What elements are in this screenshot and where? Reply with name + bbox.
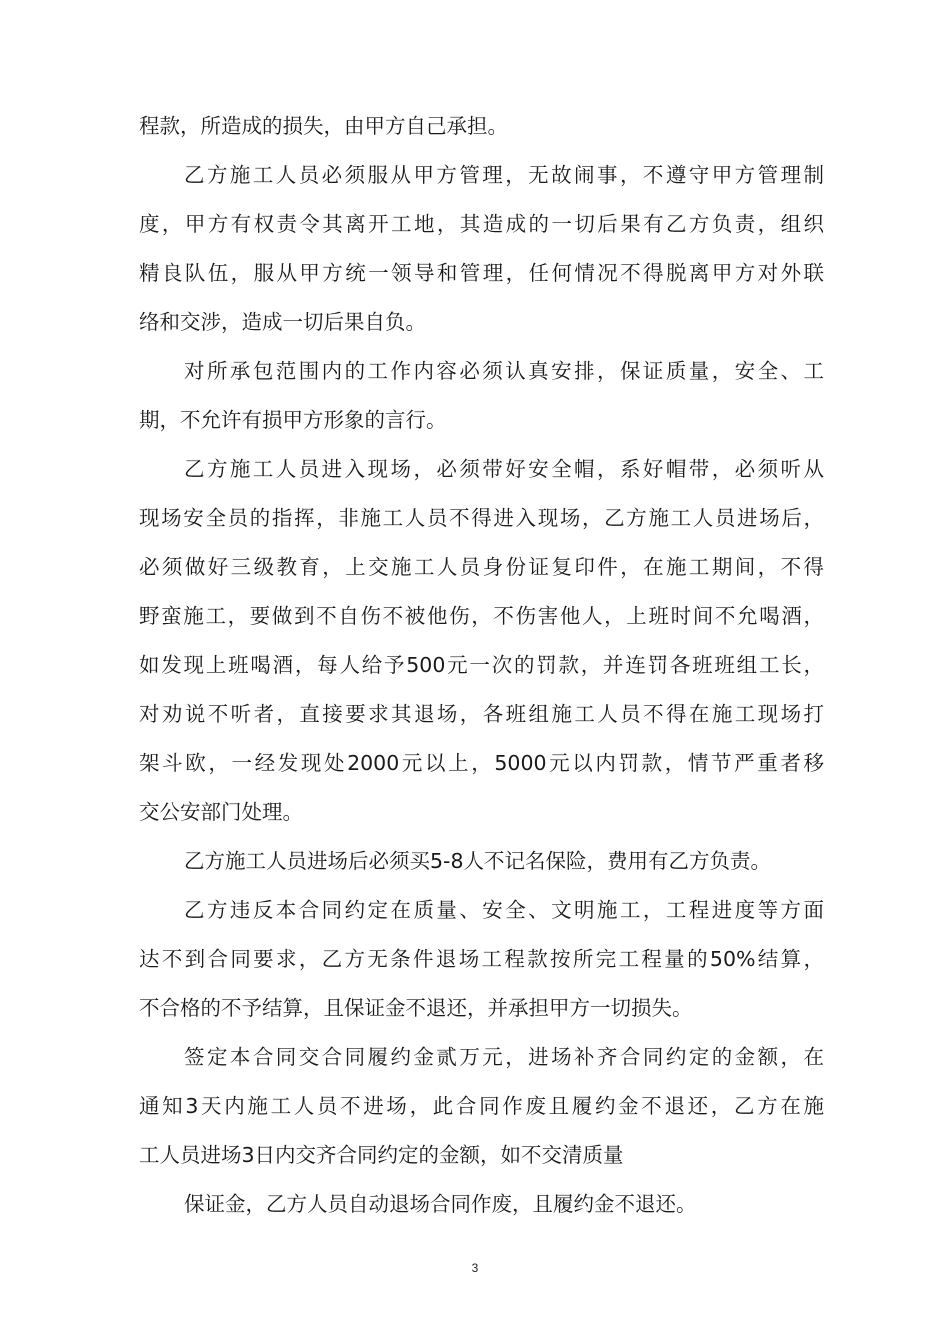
text-line: 签定本合同交合同履约金贰万元，进场补齐合同约定的金额，在 bbox=[184, 1045, 824, 1069]
text-line: 架斗欧，一经发现处2000元以上，5000元以内罚款，情节严重者移 bbox=[139, 751, 824, 775]
text-line: 乙方施工人员进场后必须买5-8人不记名保险，费用有乙方负责。 bbox=[184, 849, 771, 873]
text-line: 精良队伍，服从甲方统一领导和管理，任何情况不得脱离甲方对外联 bbox=[139, 261, 824, 285]
text-line: 程款，所造成的损失，由甲方自己承担。 bbox=[139, 114, 508, 138]
page-number: 3 bbox=[471, 1261, 479, 1275]
text-line: 交公安部门处理。 bbox=[139, 800, 303, 824]
text-line: 工人员进场3日内交齐合同约定的金额，如不交清质量 bbox=[139, 1143, 624, 1167]
text-line: 达不到合同要求，乙方无条件退场工程款按所完工程量的50%结算， bbox=[139, 947, 824, 971]
text-line: 如发现上班喝酒，每人给予500元一次的罚款，并连罚各班班组工长， bbox=[139, 653, 824, 677]
text-line: 乙方违反本合同约定在质量、安全、文明施工，工程进度等方面 bbox=[184, 898, 824, 922]
text-line: 保证金，乙方人员自动退场合同作废，且履约金不退还。 bbox=[184, 1192, 697, 1216]
text-line: 野蛮施工，要做到不自伤不被他伤，不伤害他人，上班时间不允喝酒， bbox=[139, 604, 824, 628]
text-line: 对劝说不听者，直接要求其退场，各班组施工人员不得在施工现场打 bbox=[139, 702, 824, 726]
text-line: 对所承包范围内的工作内容必须认真安排，保证质量，安全、工 bbox=[184, 359, 824, 383]
text-line: 必须做好三级教育，上交施工人员身份证复印件，在施工期间，不得 bbox=[139, 555, 824, 579]
text-line: 乙方施工人员进入现场，必须带好安全帽，系好帽带，必须听从 bbox=[184, 457, 824, 481]
text-line: 现场安全员的指挥，非施工人员不得进入现场，乙方施工人员进场后， bbox=[139, 506, 824, 530]
text-line: 络和交涉，造成一切后果自负。 bbox=[139, 310, 426, 334]
text-line: 乙方施工人员必须服从甲方管理，无故闹事，不遵守甲方管理制 bbox=[184, 163, 824, 187]
text-line: 不合格的不予结算，且保证金不退还，并承担甲方一切损失。 bbox=[139, 996, 693, 1020]
text-line: 通知3天内施工人员不进场，此合同作废且履约金不退还，乙方在施 bbox=[139, 1094, 824, 1118]
text-line: 期，不允许有损甲方形象的言行。 bbox=[139, 408, 447, 432]
text-line: 度，甲方有权责令其离开工地，其造成的一切后果有乙方负责，组织 bbox=[139, 212, 824, 236]
